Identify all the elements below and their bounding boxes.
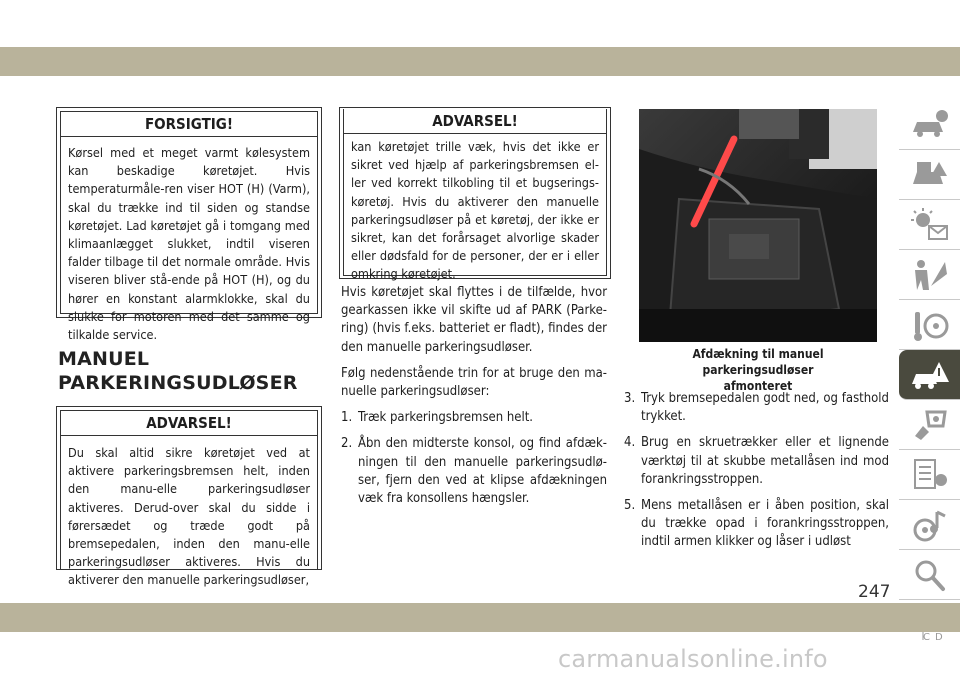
warning-box-1	[56, 406, 322, 588]
list-item	[341, 409, 607, 427]
step-text: Træk parkeringsbremsen helt.	[358, 410, 534, 426]
section-heading	[58, 347, 298, 395]
car-warning-icon[interactable]	[899, 150, 960, 200]
step-text: Tryk bremsepedalen godt ned, og fasthold trykket.	[641, 391, 889, 425]
caption-line-1: Afdækning til manuel parkeringsudløser	[692, 347, 824, 377]
warning-2-title: ADVARSEL!	[344, 109, 606, 134]
warning-2-text: kan køretøjet trille væk, hvis det ikke er sikret ved hjælp af parkeringsbremsen el-ler ved korrekt tilkobling til et bugserings-køretøj. Hvis du aktiverer den manuelle parkeringsudløser på et køretøj, der ikke er sikret, kan det forårsaget alvorlige skader eller dødsfald for de personer, der er i eller omkring køretøjet.	[351, 139, 599, 282]
maintenance-icon[interactable]	[899, 400, 960, 450]
steering-start-icon[interactable]	[899, 300, 960, 350]
caution-box	[56, 107, 322, 343]
caption-line-2: afmonteret	[723, 379, 793, 393]
car-info-icon[interactable]	[899, 100, 960, 150]
bottom-band	[0, 603, 960, 632]
list-item	[624, 497, 889, 552]
step-number: 1.	[341, 410, 353, 426]
chapter-sidebar	[899, 100, 960, 649]
multimedia-icon[interactable]	[899, 500, 960, 550]
caution-text: Kørsel med et meget varmt kølesystem kan beskadige køretøjet. Hvis temperaturmåle-ren viser HOT (H) (Varm), skal du trække ind til siden og standse køretøjet. Lad køretøjet gå i tomgang med klimaanlægget slukket, indtil viseren falder tilbage til det normale område. Hvis viseren bliver stå-ende på HOT (H), og du hører en konstant alarmklokke, skal du slukke for motoren med det samme og tilkalde service.	[68, 145, 310, 343]
step-number: 2.	[341, 436, 353, 452]
list-item	[624, 390, 889, 426]
step-text: Brug en skruetrækker eller et lignende værktøj til at skubbe metallåsen ind mod forankringsstroppen.	[641, 435, 889, 487]
page-number: 247	[858, 582, 891, 602]
middle-text	[341, 284, 607, 516]
step-text: Mens metallåsen er i åben position, skal du trække opad i forankringsstroppen, indtil armen klikker og låser i udløst	[641, 498, 889, 550]
list-item	[341, 435, 607, 508]
caution-title: FORSIGTIG!	[61, 112, 317, 137]
warning-box-2	[339, 107, 611, 282]
maintenance-list-icon[interactable]	[899, 450, 960, 500]
warning-1-text: Du skal altid sikre køretøjet ved at aktivere parkeringsbremsen helt, inden den manu-elle parkeringsudløser aktiveres. Derud-over skal du sidde i førersædet og træde godt på bremsepedalen, inden den manu-elle parkeringsudløser aktiveres. Hvis du aktiverer den manuelle parkeringsudløser,	[68, 445, 310, 588]
parking-release-photo	[639, 109, 877, 342]
section-heading-line2: PARKERINGSUDLØSER	[58, 372, 298, 394]
figure-caption	[636, 346, 880, 394]
emergency-icon[interactable]	[899, 350, 960, 400]
search-icon[interactable]	[899, 550, 960, 600]
list-item	[624, 434, 889, 489]
safety-airbag-icon[interactable]	[899, 250, 960, 300]
svg-text:C: C	[922, 631, 930, 643]
top-band	[0, 47, 960, 76]
right-text	[624, 390, 889, 560]
middle-para-2: Følg nedenstående trin for at bruge den ma-nuelle parkeringsudløser:	[341, 365, 607, 400]
warning-1-title: ADVARSEL!	[61, 411, 317, 436]
middle-para-1: Hvis køretøjet skal flyttes i de tilfælde, hvor gearkassen ikke vil skifte ud af PARK (Parke-ring) (hvis f.eks. batteriet er fladt), findes der den manuelle parkeringsudløser.	[341, 285, 607, 355]
step-text: Åbn den midterste konsol, og find afdæk-ningen til den manuelle parkeringsudlø-ser, fjern den ved at klipse afdækningen væk fra konsollens hængsler.	[358, 436, 607, 507]
watermark: carmanualsonline.info	[558, 645, 828, 673]
warning-lights-icon[interactable]	[899, 200, 960, 250]
step-number: 5.	[624, 498, 636, 514]
svg-text:D: D	[934, 631, 943, 643]
section-heading-line1: MANUEL	[58, 348, 150, 370]
step-number: 3.	[624, 391, 636, 406]
step-number: 4.	[624, 435, 636, 451]
